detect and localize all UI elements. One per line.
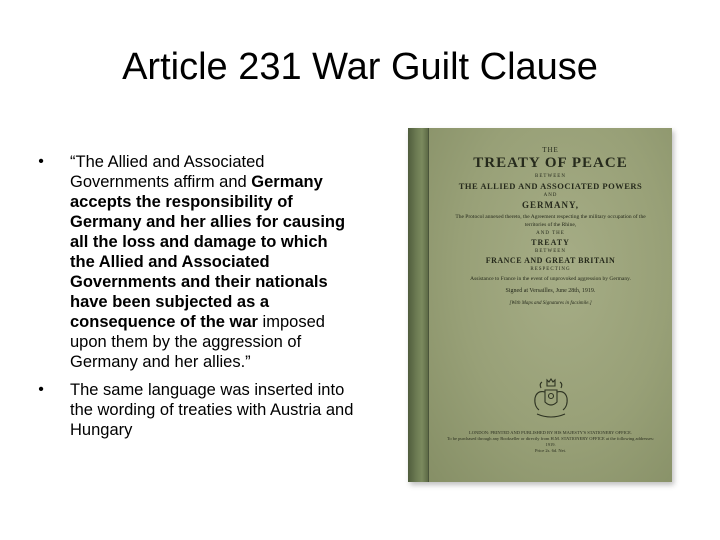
cover-line-the: THE: [542, 146, 559, 154]
book-spine: [408, 128, 428, 482]
cover-line-treaty: TREATY: [531, 238, 570, 247]
quote-text-regular-2: imposed upon them by the aggression of Germany and her allies.”: [70, 313, 325, 371]
cover-text-block: [433, 146, 668, 306]
cover-publisher-block: [439, 430, 662, 454]
cover-line-allied-powers: THE ALLIED AND ASSOCIATED POWERS: [458, 181, 643, 191]
quote-text-bold: Germany accepts the responsibility of Germany and her allies for causing all the loss and damage to which the Allied and Associated Governments and their nationals have been subjected as a consequence of the war: [70, 173, 346, 331]
cover-line-maps: [With Maps and Signatures in facsimile.]: [509, 301, 592, 306]
slide-title: Article 231 War Guilt Clause: [122, 46, 598, 88]
cover-line-respecting: RESPECTING: [530, 267, 571, 272]
cover-line-publisher: LONDON: PRINTED AND PUBLISHED BY HIS MAJESTY'S STATIONERY OFFICE.: [468, 430, 632, 435]
bullet-marker: •: [38, 153, 44, 170]
cover-line-assistance: Assistance to France in the event of unprovoked aggression by Germany.: [470, 276, 631, 282]
cover-line-and: AND: [543, 193, 558, 198]
bullet-marker: •: [38, 381, 44, 398]
bullet-text: The same language was inserted into the wording of treaties with Austria and Hungary: [70, 381, 354, 439]
bullet-item-austria-hungary: [34, 380, 354, 440]
cover-line-france-great-britain: FRANCE AND GREAT BRITAIN: [485, 256, 616, 265]
cover-line-and-the: AND THE: [536, 231, 565, 236]
bullet-item-quote: [34, 152, 354, 372]
cover-line-germany: GERMANY,: [522, 200, 579, 210]
royal-coat-of-arms-icon: [529, 376, 573, 422]
cover-line-between-2: BETWEEN: [535, 249, 566, 254]
cover-line-signed: Signed at Versailles, June 28th, 1919.: [505, 288, 596, 294]
cover-line-price: Price 2s. 6d. Net.: [535, 448, 566, 453]
cover-line-year: 1919.: [545, 442, 556, 447]
bullet-list: [34, 152, 354, 448]
book-front-cover: [428, 128, 672, 482]
quote-text-regular-1: “The Allied and Associated Governments affirm and: [70, 153, 265, 191]
cover-line-treaty-of-peace: TREATY OF PEACE: [473, 155, 628, 171]
cover-line-purchase: To be purchased through any Bookseller or directly from H.M. STATIONERY OFFICE at the following addresses:: [447, 436, 654, 441]
cover-line-protocol: The Protocol annexed thereto, the Agreement respecting the military occupation of the territories of the Rhine,: [455, 214, 646, 228]
treaty-book-cover-image: [408, 128, 672, 482]
cover-line-between: BETWEEN: [535, 174, 566, 179]
